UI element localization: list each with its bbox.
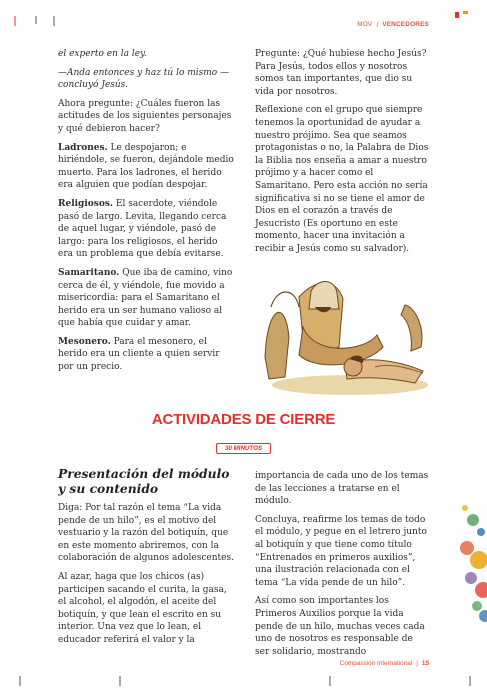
closing-duration-wrap: [0, 435, 487, 454]
footer-divider: |: [416, 660, 418, 667]
good-samaritan-illustration: [255, 267, 431, 399]
text-religiosos: El sacerdote, viéndole pasó de largo. Levita, llegando cerca de aquel lugar, y viéndole, pasó de largo: para los religiosos, el herido era un problema que debía evitarse.: [58, 198, 227, 260]
right-column: [255, 48, 429, 262]
bottom-left-paragraph-1: Diga: Por tal razón el tema “La vida pende de un hilo”, es el motivo del vestuario y la razón del botiquín, que en este momento abriremos, con la colaboración de algunos adolescentes.: [58, 503, 234, 564]
quote-line-1: el experto en la ley.: [58, 49, 147, 59]
character-item-samaritano: [58, 267, 234, 330]
term-ladrones: Ladrones.: [58, 142, 108, 153]
page-footer: [340, 660, 429, 667]
character-item-religiosos: [58, 198, 234, 261]
top-left-decor-marks: [14, 14, 64, 28]
text-ladrones: Le despojaron; e hiriéndole, se fueron, dejándole medio muerto. Para los ladrones, el herido era alguien que podían despojar.: [58, 142, 234, 191]
text-mesonero: Para el mesonero, el herido era un cliente a quien servir por un precio.: [58, 336, 220, 373]
bottom-right-column: [255, 470, 429, 664]
header-title: VENCEDORES: [382, 21, 429, 28]
right-paragraph-2: Reflexione con el grupo que siempre tenemos la oportunidad de ayudar a nuestro prójimo. Sea que seamos protagonistas o no, la Palabra de Dios la Biblia nos enseña a amar a nuestro prójimo y a hacer como el Samaritano. Pero esta acción no sería significativa si no se tiene el amor de Dios en el corazón a través de Jesucristo (Es oportuno en este momento, hacer una invitación a recibir a Jesús como su salvador).: [255, 105, 429, 254]
module-presentation-title: Presentación del módulo y su contenido: [58, 466, 230, 496]
footer-org: Compassion International: [339, 660, 413, 667]
watercolor-splash-decor: [427, 490, 487, 640]
header-series: MOV: [357, 21, 373, 28]
top-right-decor-marks: [453, 10, 471, 20]
quote-line-2: —Anda entonces y haz tú lo mismo —concluyó Jesús.: [58, 67, 230, 91]
question-paragraph: Ahora pregunte: ¿Cuáles fueron las actitudes de los siguientes personajes y qué debieron hacer?: [58, 98, 232, 134]
term-samaritano: Samaritano.: [58, 267, 120, 278]
header-divider: |: [376, 21, 379, 28]
bottom-left-column: [58, 466, 234, 653]
text-samaritano: Que iba de camino, vino cerca de él, y viéndole, fue movido a misericordia: para el Samaritano el herido era un ser humano valioso al que había que cuidar y amar.: [58, 267, 233, 329]
bottom-right-paragraph-2: Concluya, reafirme los temas de todo el módulo, y pegue en el letrero junto al botiquín y que tiene como título “Entrenados en primeros auxilios”, una ilustración relacionada con el tema “La vida pende de un hilo”.: [255, 514, 427, 588]
bottom-decor-marks: [0, 670, 487, 688]
running-header: [357, 21, 429, 28]
term-religiosos: Religiosos.: [58, 198, 114, 209]
page-number: 15: [421, 660, 429, 667]
bottom-left-paragraph-2: Al azar, haga que los chicos (as) participen sacando el curita, la gasa, el alcohol, el algodón, el aceite del botiquín, y que lean el escrito en su interior. Una vez que lo lean, el educador referirá el valor y la: [58, 571, 227, 645]
bottom-right-paragraph-1: importancia de cada uno de los temas de las lecciones a tratarse en el módulo.: [255, 471, 429, 507]
left-column: [58, 48, 234, 380]
bottom-right-paragraph-3: Así como son importantes los Primeros Auxilios porque la vida pende de un hilo, muchas veces cada uno de nosotros es responsable de ser solidario, mostrando: [255, 596, 425, 657]
character-item-mesonero: [58, 336, 234, 374]
closing-section-title: ACTIVIDADES DE CIERRE: [151, 411, 336, 428]
right-paragraph-1: Pregunte: ¿Qué hubiese hecho Jesús? Para Jesús, todos ellos y nosotros somos tan importantes, que dio su vida por nosotros.: [255, 49, 427, 97]
term-mesonero: Mesonero.: [58, 336, 111, 347]
closing-duration-badge: 30 MINUTOS: [216, 443, 271, 454]
character-item-ladrones: [58, 142, 234, 192]
